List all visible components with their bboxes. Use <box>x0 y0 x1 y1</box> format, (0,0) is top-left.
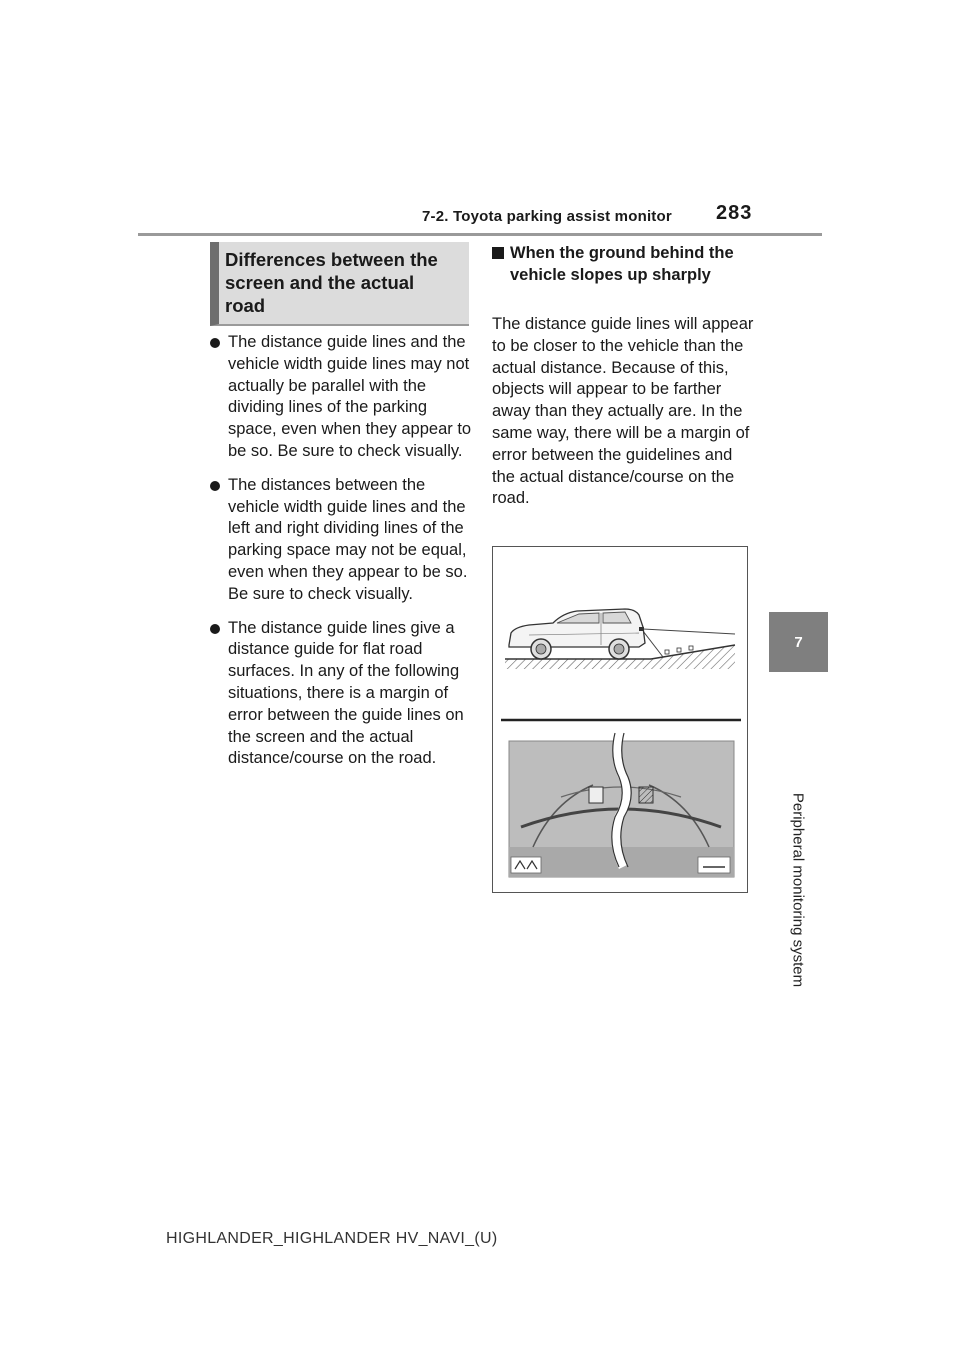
vehicle-uphill-illustration <box>492 546 748 893</box>
square-marker-icon <box>492 247 504 259</box>
round-bullet-icon <box>210 624 220 634</box>
round-bullet-icon <box>210 481 220 491</box>
bullet-text: The distances between the vehicle width guide lines and the left and right dividing lines of the parking space may not be equal, even when they appear to be so. Be sure to check visually. <box>228 475 468 603</box>
bullet-list <box>210 332 472 782</box>
chapter-number: 7 <box>794 633 803 651</box>
body-paragraph: The distance guide lines will appear to be closer to the vehicle than the actual distance. Because of this, objects will appear to be farther away than they actually are. In the same way, there will be a margin of error between the guidelines and the actual distance/course on the road. <box>492 315 754 508</box>
section-heading: Differences between the screen and the actual road <box>210 242 469 326</box>
illustration-drawing <box>493 547 749 894</box>
chapter-title: Peripheral monitoring system <box>789 792 807 988</box>
round-bullet-icon <box>210 338 220 348</box>
guide-mode-icon <box>511 857 541 873</box>
bullet-text: The distance guide lines and the vehicle width guide lines may not actually be parallel with the dividing lines of the parking space, even when they appear to be so. Be sure to check visually. <box>228 333 472 460</box>
section-title: 7-2. Toyota parking assist monitor <box>422 208 672 225</box>
camera-screen <box>509 733 734 877</box>
flat-ground <box>505 659 651 669</box>
subheading <box>492 242 754 286</box>
chapter-tab[interactable] <box>769 612 828 672</box>
side-view-scene <box>505 609 735 669</box>
line-mode-icon <box>698 857 730 873</box>
page-number: 283 <box>716 202 753 224</box>
bullet-text: The distance guide lines give a distance guide for flat road surfaces. In any of the following situations, there is a margin of error between the guide lines on the screen and the actual distance/course on the road. <box>228 618 464 768</box>
subheading-text: When the ground behind the vehicle slopes up sharply <box>510 244 734 284</box>
list-item <box>210 618 472 771</box>
object-box-icon <box>589 787 603 803</box>
header-rule <box>138 233 822 236</box>
camera-horizon-line <box>643 629 735 634</box>
list-item <box>210 332 472 463</box>
object-box-icon <box>639 787 653 803</box>
list-item <box>210 475 472 606</box>
suv-icon <box>509 609 645 659</box>
footer-model: HIGHLANDER_HIGHLANDER HV_NAVI_(U) <box>166 1230 498 1247</box>
